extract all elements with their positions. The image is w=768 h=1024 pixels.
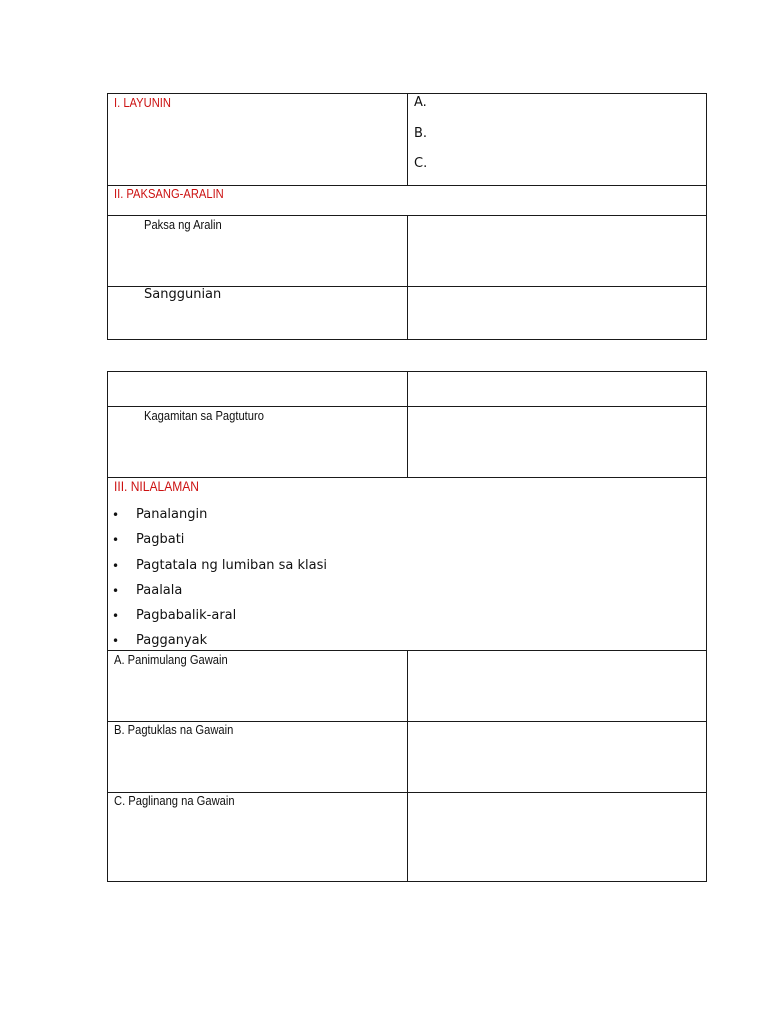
bullet-icon: • bbox=[112, 634, 120, 649]
paksa-value-cell[interactable] bbox=[408, 216, 706, 286]
bullet-icon: • bbox=[112, 558, 120, 573]
list-item-text: Panalangin bbox=[136, 507, 208, 522]
bullet-icon: • bbox=[112, 508, 120, 522]
nilalaman-bullet-list bbox=[112, 506, 327, 658]
paglinang-label: C. Paglinang na Gawain bbox=[114, 793, 235, 808]
paksang-aralin-cell bbox=[108, 186, 706, 215]
sanggunian-label-cell bbox=[108, 287, 408, 339]
paglinang-row bbox=[108, 793, 706, 881]
bullet-icon: • bbox=[112, 583, 120, 598]
list-item-text: Pagbati bbox=[136, 532, 185, 548]
list-item-text: Pagbabalik-aral bbox=[136, 608, 237, 624]
objective-b: B. bbox=[414, 126, 428, 141]
objectives-cell[interactable] bbox=[408, 94, 706, 185]
sanggunian-value-cell[interactable] bbox=[408, 287, 706, 339]
nilalaman-heading: III. NILALAMAN bbox=[114, 478, 199, 494]
paksa-label: Paksa ng Aralin bbox=[144, 217, 222, 232]
kagamitan-label-cell bbox=[108, 407, 408, 477]
layunin-row bbox=[108, 94, 706, 186]
list-item-text: Pagganyak bbox=[136, 633, 208, 649]
pagtuklas-row bbox=[108, 722, 706, 793]
pagtuklas-value-cell[interactable] bbox=[408, 722, 706, 792]
pagtuklas-label-cell bbox=[108, 722, 408, 792]
kagamitan-label: Kagamitan sa Pagtuturo bbox=[144, 408, 264, 423]
list-item bbox=[112, 557, 327, 582]
list-item bbox=[112, 506, 327, 531]
layunin-heading: I. LAYUNIN bbox=[114, 95, 171, 110]
paglinang-value-cell[interactable] bbox=[408, 793, 706, 881]
lesson-plan-table-1 bbox=[107, 93, 707, 340]
lesson-plan-table-2 bbox=[107, 371, 707, 882]
panimulang-value-cell[interactable] bbox=[408, 651, 706, 721]
panimulang-row bbox=[108, 651, 706, 722]
list-item bbox=[112, 531, 327, 556]
list-item-text: Paalala bbox=[136, 582, 183, 598]
panimulang-label: A. Panimulang Gawain bbox=[114, 652, 228, 667]
empty-right-cell[interactable] bbox=[408, 372, 706, 406]
paglinang-label-cell bbox=[108, 793, 408, 881]
paksa-label-cell bbox=[108, 216, 408, 286]
objective-c: C. bbox=[414, 156, 428, 171]
list-item bbox=[112, 607, 327, 632]
paksang-aralin-heading: II. PAKSANG-ARALIN bbox=[114, 186, 224, 201]
nilalaman-cell bbox=[108, 478, 706, 650]
paksa-row bbox=[108, 216, 706, 287]
bullet-icon: • bbox=[112, 609, 120, 624]
pagtuklas-label: B. Pagtuklas na Gawain bbox=[114, 722, 234, 737]
nilalaman-row bbox=[108, 478, 706, 651]
paksang-aralin-row bbox=[108, 186, 706, 216]
kagamitan-value-cell[interactable] bbox=[408, 407, 706, 477]
list-item bbox=[112, 582, 327, 607]
kagamitan-row bbox=[108, 407, 706, 478]
empty-row bbox=[108, 372, 706, 407]
sanggunian-row bbox=[108, 287, 706, 339]
sanggunian-label: Sanggunian bbox=[144, 287, 222, 302]
bullet-icon: • bbox=[112, 533, 120, 548]
panimulang-label-cell bbox=[108, 651, 408, 721]
list-item-text: Pagtatala ng lumiban sa klasi bbox=[136, 557, 328, 573]
empty-left-cell[interactable] bbox=[108, 372, 408, 406]
objective-a: A. bbox=[414, 95, 427, 110]
layunin-cell bbox=[108, 94, 408, 185]
